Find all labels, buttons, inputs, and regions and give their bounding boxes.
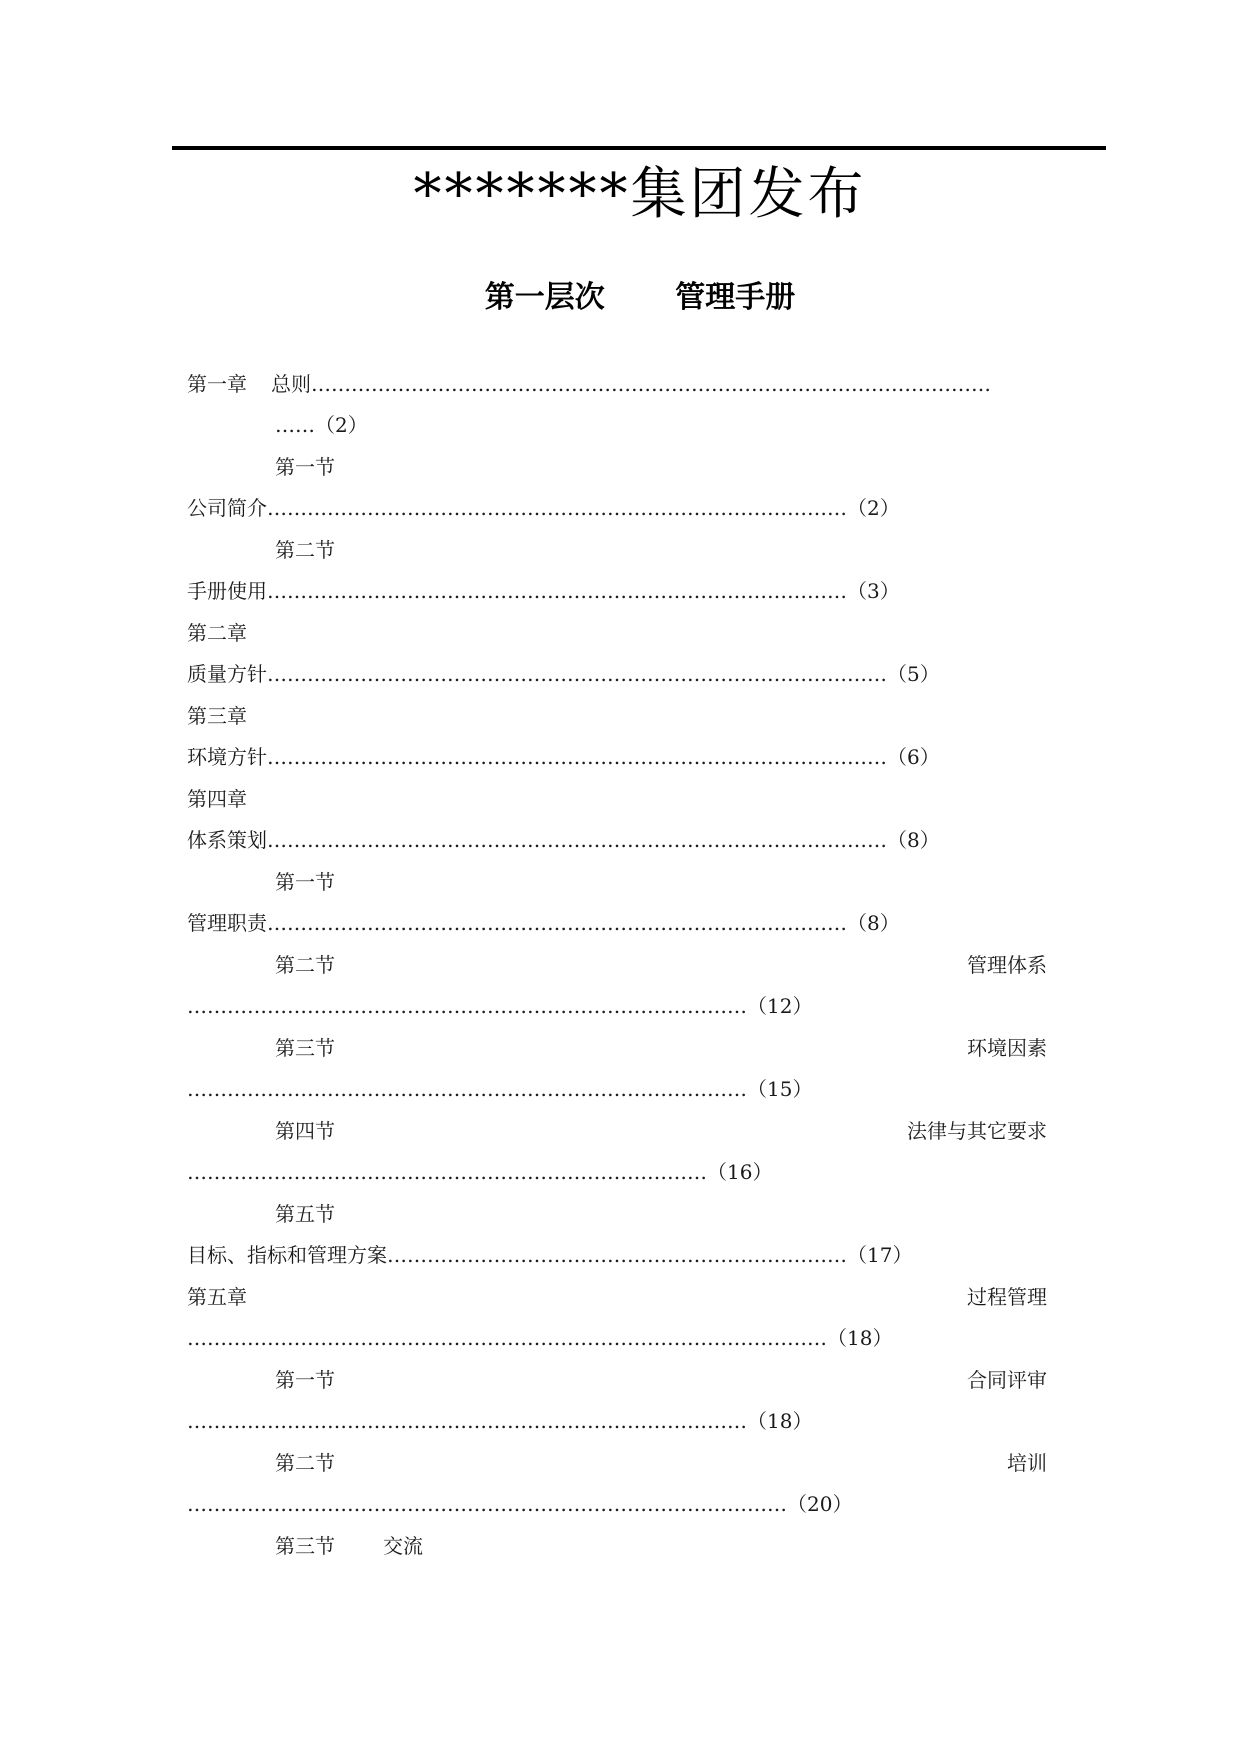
toc-entry-section[interactable] (187, 1199, 1047, 1229)
toc-entry-title: 法律与其它要求 (907, 1119, 1047, 1143)
toc-section-label: 第二节 (275, 1451, 335, 1475)
toc-chapter-label: 第一章 (187, 372, 247, 396)
toc-section-label: 第三节 (275, 1534, 335, 1558)
toc-entry-section[interactable] (187, 950, 1047, 980)
toc-entry-text: 体系策划…………………………………………………………………………………（8） (187, 828, 940, 852)
toc-entry-text: 目标、指标和管理方案……………………………………………………………（17） (187, 1243, 913, 1267)
document-subtitle: 第一层次 管理手册 (484, 280, 796, 315)
toc-entry-leader[interactable] (187, 1323, 1047, 1353)
toc-entry-text: …………………………………………………………………………（15） (187, 1077, 813, 1101)
toc-section-label: 第四节 (275, 1119, 335, 1143)
toc-entry-leader[interactable] (187, 991, 1047, 1021)
toc-entry-section[interactable] (187, 1448, 1047, 1478)
toc-entry-manual-usage[interactable] (187, 576, 1047, 606)
toc-section-label: 第二节 (275, 953, 335, 977)
toc-entry-system-planning[interactable] (187, 825, 1047, 855)
toc-entry-title: 交流 (383, 1534, 423, 1558)
toc-entry-text: 环境方针…………………………………………………………………………………（6） (187, 745, 940, 769)
toc-entry-chapter-2[interactable] (187, 618, 1047, 648)
toc-entry-management-duties[interactable] (187, 908, 1047, 938)
toc-chapter-label: 第四章 (187, 787, 247, 811)
toc-entry-text: …………………………………………………………………………（12） (187, 994, 813, 1018)
toc-section-label: 第一节 (275, 455, 335, 479)
toc-entry-company-profile[interactable] (187, 493, 1047, 523)
toc-entry-text: 管理职责……………………………………………………………………………（8） (187, 911, 900, 935)
toc-entry-chapter-4[interactable] (187, 784, 1047, 814)
toc-entry-leader[interactable] (187, 1074, 1047, 1104)
toc-entry-section[interactable] (187, 1116, 1047, 1146)
toc-section-label: 第一节 (275, 870, 335, 894)
toc-entry-text: 手册使用……………………………………………………………………………（3） (187, 579, 900, 603)
toc-entry-objectives[interactable] (187, 1240, 1047, 1270)
toc-entry-chapter-1[interactable] (187, 369, 1047, 399)
toc-entry-chapter-5[interactable] (187, 1282, 1047, 1312)
toc-entry-text: ………………………………………………………………………………（20） (187, 1492, 853, 1516)
toc-entry-leader[interactable] (187, 1406, 1047, 1436)
toc-entry-title: 总则 (271, 372, 311, 396)
toc-entry-section[interactable] (187, 867, 1047, 897)
toc-entry-title: 合同评审 (967, 1368, 1047, 1392)
toc-chapter-label: 第二章 (187, 621, 247, 645)
toc-entry-title: 过程管理 (967, 1285, 1047, 1309)
toc-entry-continuation[interactable] (187, 410, 1047, 440)
toc-entry-environment-policy[interactable] (187, 742, 1047, 772)
toc-entry-title: 培训 (1007, 1451, 1047, 1475)
document-title: *******集团发布 (413, 162, 867, 227)
toc-section-label: 第三节 (275, 1036, 335, 1060)
toc-section-label: 第一节 (275, 1368, 335, 1392)
toc-section-label: 第五节 (275, 1202, 335, 1226)
toc-entry-section[interactable] (187, 1365, 1047, 1395)
toc-entry-chapter-3[interactable] (187, 701, 1047, 731)
toc-page-ref: ……（2） (275, 413, 368, 437)
toc-entry-section[interactable] (187, 535, 1047, 565)
toc-entry-leader[interactable] (187, 1157, 1047, 1187)
toc-entry-section[interactable] (187, 1531, 1047, 1561)
toc-entry-text: 质量方针…………………………………………………………………………………（5） (187, 662, 940, 686)
toc-section-label: 第二节 (275, 538, 335, 562)
toc-entry-quality-policy[interactable] (187, 659, 1047, 689)
toc-entry-section[interactable] (187, 452, 1047, 482)
toc-entry-title: 管理体系 (967, 953, 1047, 977)
toc-entry-text: ……………………………………………………………………………………（18） (187, 1326, 893, 1350)
toc-entry-text: ……………………………………………………………………（16） (187, 1160, 773, 1184)
toc-entry-leader[interactable] (187, 1489, 1047, 1519)
toc-entry-title: 环境因素 (967, 1036, 1047, 1060)
toc-leader-dots: ………………………………………………………………………………………… (311, 372, 991, 396)
toc-chapter-label: 第三章 (187, 704, 247, 728)
toc-entry-text: 公司简介……………………………………………………………………………（2） (187, 496, 900, 520)
top-rule (172, 146, 1106, 150)
toc-entry-text: …………………………………………………………………………（18） (187, 1409, 813, 1433)
toc-entry-section[interactable] (187, 1033, 1047, 1063)
toc-chapter-label: 第五章 (187, 1285, 247, 1309)
